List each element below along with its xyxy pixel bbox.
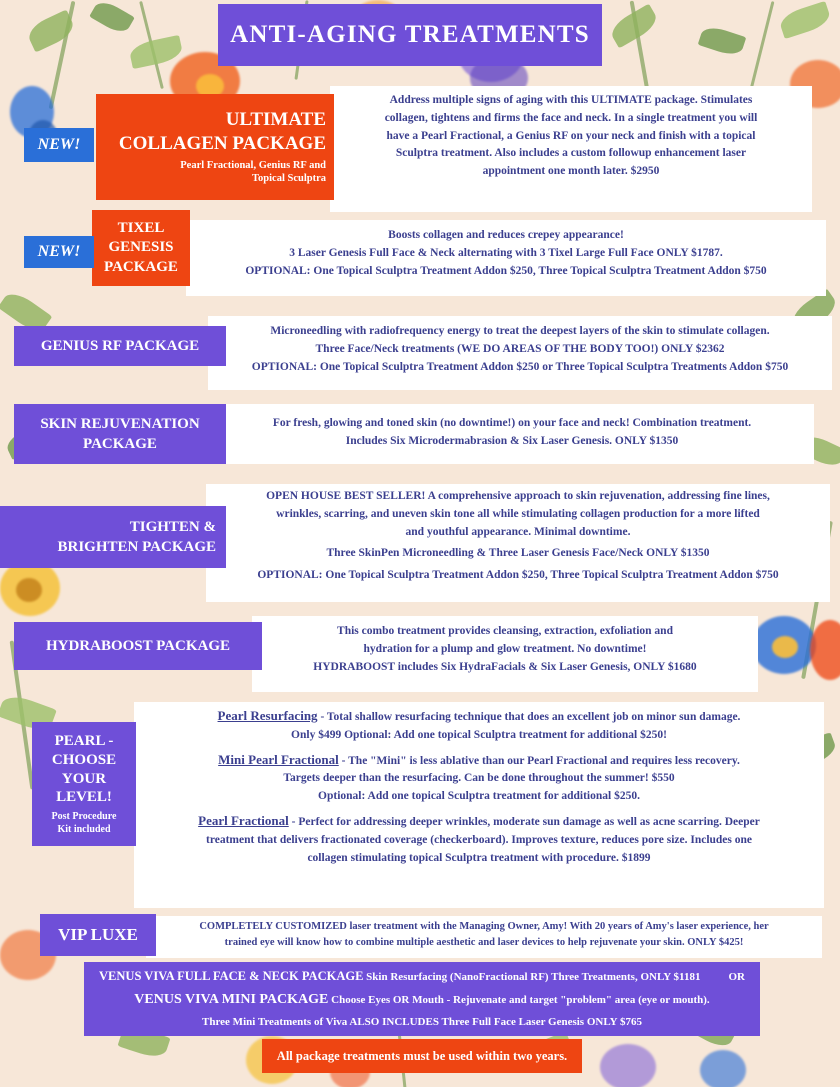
venus-or-label: OR (728, 970, 745, 983)
venus-line-1 (99, 967, 745, 986)
pearl-item-3-line-3: collagen stimulating topical Sculptra treatment with procedure. $1899 (307, 851, 651, 864)
pearl-item-3-line-2: treatment that delivers fractionated coverage (checkerboard). Improves texture, reduces pore size. Includes one (205, 833, 753, 846)
package-text-pearl (138, 706, 820, 868)
text-line: collagen, tightens and firms the face and neck. In a single treatment you will (384, 111, 758, 124)
text-line: Boosts collagen and reduces crepey appearance! (388, 229, 624, 241)
package-tag-genius-rf[interactable] (14, 326, 226, 366)
pearl-resurfacing-rest: - Total shallow resurfacing technique that does an excellent job on minor sun damage. (317, 711, 741, 723)
new-badge-label: NEW! (37, 136, 81, 153)
text-line: trained eye will know how to combine multiple aesthetic and laser devices to help rejuvenate your skin. ONLY $425! (224, 937, 744, 949)
package-text-tixel-genesis (190, 227, 822, 280)
tag-subtitle-2: Kit included (57, 823, 111, 835)
tag-line-1: SKIN REJUVENATION (40, 415, 200, 432)
text-line: OPEN HOUSE BEST SELLER! A comprehensive approach to skin rejuvenation, addressing fine lines, (266, 490, 770, 502)
package-text-genius-rf (212, 323, 828, 376)
text-line: Microneedling with radiofrequency energy to treat the deepest layers of the skin to stimulate collagen. (270, 325, 770, 337)
tag-line-1: TIGHTEN & (129, 518, 216, 535)
new-badge-label: NEW! (37, 243, 81, 260)
tag-line-2: GENESIS (108, 239, 174, 256)
text-line: Sculptra treatment. Also includes a custom followup enhancement laser (395, 147, 747, 160)
tag-subtitle: Pearl Fractional, Genius RF and Topical Sculptra (180, 159, 326, 185)
tag-line-1: TIXEL (117, 219, 165, 236)
package-text-hydraboost (256, 623, 754, 676)
text-line: and youthful appearance. Minimal downtime. (405, 525, 631, 538)
tag-line-1: GENIUS RF PACKAGE (40, 337, 200, 354)
text-line: For fresh, glowing and toned skin (no downtime!) on your face and neck! Combination treatment. (272, 417, 752, 429)
package-tag-hydraboost[interactable] (14, 622, 262, 670)
new-badge-2 (24, 236, 94, 268)
pearl-item-1-line-2: Only $499 Optional: Add one topical Sculptra treatment for additional $250! (291, 728, 667, 741)
tag-line-2: COLLAGEN PACKAGE (118, 132, 326, 154)
pearl-item-1-line-1 (138, 706, 820, 727)
text-line: Address multiple signs of aging with this ULTIMATE package. Stimulates (389, 94, 753, 106)
tag-line-2: CHOOSE (51, 751, 117, 768)
pearl-fractional-heading: Pearl Fractional (198, 813, 289, 829)
text-line: Includes Six Microdermabrasion & Six Laser Genesis. ONLY $1350 (345, 434, 679, 447)
tag-line-1: HYDRABOOST PACKAGE (45, 637, 231, 654)
pearl-item-3-line-1 (138, 811, 820, 832)
package-tag-tixel-genesis[interactable] (92, 210, 190, 286)
package-text-tighten-brighten (210, 488, 826, 585)
package-text-vip-luxe (150, 919, 818, 952)
mini-pearl-fractional-rest: - The "Mini" is less ablative than our Pearl Fractional and requires less recovery. (338, 754, 740, 767)
text-line: COMPLETELY CUSTOMIZED laser treatment with the Managing Owner, Amy! With 20 years of Amy's laser experience, her (199, 921, 769, 932)
pearl-item-2-line-1 (138, 750, 820, 771)
tag-line-3: YOUR (61, 770, 107, 787)
tag-line-1: ULTIMATE (225, 109, 326, 131)
text-line: appointment one month later. $2950 (482, 165, 660, 178)
text-line: have a Pearl Fractional, a Genius RF on your neck and finish with a topical (386, 129, 756, 142)
pearl-item-2-line-3: Optional: Add one topical Sculptra treatment for additional $250. (318, 790, 640, 803)
text-line: Three SkinPen Microneedling & Three Laser Genesis Face/Neck ONLY $1350 (326, 547, 710, 560)
tag-line-2: BRIGHTEN PACKAGE (57, 539, 216, 555)
text-line: hydration for a plump and glow treatment. No downtime! (363, 642, 647, 655)
text-line: This combo treatment provides cleansing, extraction, exfoliation and (337, 625, 673, 637)
package-tag-tighten-brighten[interactable] (0, 506, 226, 568)
text-line: 3 Laser Genesis Full Face & Neck alternating with 3 Tixel Large Full Face ONLY $1787. (289, 246, 723, 259)
tag-line-4: LEVEL! (56, 789, 112, 806)
tag-line-3: PACKAGE (104, 258, 178, 275)
text-line: OPTIONAL: One Topical Sculptra Treatment Addon $250 or Three Topical Sculptra Treatments Addon $750 (251, 360, 789, 373)
tag-line-1: PEARL - (54, 733, 114, 749)
new-badge-1 (24, 128, 94, 162)
pearl-fractional-rest: - Perfect for addressing deeper wrinkles, moderate sun damage as well as acne scarring. Deeper (288, 816, 760, 829)
package-tag-ultimate-collagen[interactable] (96, 94, 334, 200)
mini-pearl-fractional-heading: Mini Pearl Fractional (218, 751, 339, 767)
pearl-item-2-line-2: Targets deeper than the resurfacing. Can be done throughout the summer! $550 (283, 772, 675, 785)
text-line: HYDRABOOST includes Six HydraFacials & Six Laser Genesis, ONLY $1680 (313, 660, 697, 673)
text-line: OPTIONAL: One Topical Sculptra Treatment Addon $250, Three Topical Sculptra Treatment Addon $750 (245, 264, 767, 277)
footer-note: All package treatments must be used within two years. (262, 1039, 582, 1073)
tag-line-1: VIP LUXE (58, 925, 138, 944)
tag-subtitle-1: Post Procedure (51, 811, 117, 822)
text-line: Three Face/Neck treatments (WE DO AREAS OF THE BODY TOO!) ONLY $2362 (315, 342, 725, 355)
venus-line-1-strong: VENUS VIVA FULL FACE & NECK PACKAGE (99, 968, 364, 983)
tag-line-2: PACKAGE (83, 436, 157, 452)
package-text-skin-rejuvenation (214, 415, 810, 451)
package-panel-venus-viva[interactable] (84, 962, 760, 1036)
venus-line-3: Three Mini Treatments of Viva ALSO INCLUDES Three Full Face Laser Genesis ONLY $765 (202, 1016, 642, 1028)
package-text-ultimate-collagen (334, 92, 808, 181)
venus-line-1-rest: Skin Resurfacing (NanoFractional RF) Three Treatments, ONLY $1181 (363, 970, 701, 983)
pearl-resurfacing-heading: Pearl Resurfacing (217, 708, 318, 723)
page-title: ANTI-AGING TREATMENTS (218, 4, 602, 66)
package-tag-skin-rejuvenation[interactable] (14, 404, 226, 464)
text-line: OPTIONAL: One Topical Sculptra Treatment Addon $250, Three Topical Sculptra Treatment Addon $750 (257, 569, 779, 582)
venus-line-2 (134, 989, 709, 1011)
venus-line-2-strong: VENUS VIVA MINI PACKAGE (134, 992, 329, 1008)
text-line: wrinkles, scarring, and uneven skin tone all while stimulating collagen production for a more lifted (276, 507, 760, 520)
package-tag-pearl[interactable] (32, 722, 136, 846)
venus-line-2-rest: Choose Eyes OR Mouth - Rejuvenate and target "problem" area (eye or mouth). (328, 994, 710, 1007)
package-tag-vip-luxe[interactable] (40, 914, 156, 956)
